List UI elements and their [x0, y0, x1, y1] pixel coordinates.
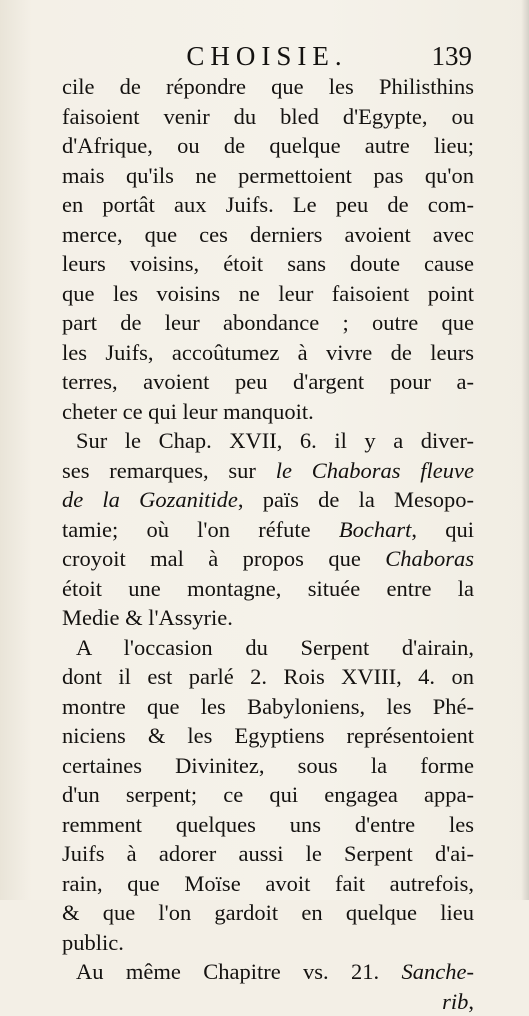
text-line: montre que les Babyloniens, les Phé- [62, 692, 474, 722]
page-number: 139 [432, 40, 473, 72]
text-line: d'un serpent; ce qui engagea appa- [62, 780, 474, 810]
text-line: A l'occasion du Serpent d'airain, [62, 633, 474, 663]
text-line: de la Gozanitide, païs de la Mesopo- [62, 485, 474, 515]
text-line: faisoient venir du bled d'Egypte, ou [62, 102, 474, 132]
text-line: que les voisins ne leur faisoient point [62, 279, 474, 309]
text-line: public. [62, 928, 474, 958]
text-line: & que l'on gardoit en quelque lieu [62, 898, 474, 928]
catchword: rib, [62, 987, 474, 1016]
text-line: Medie & l'Assyrie. [62, 603, 474, 633]
text-line: terres, avoient peu d'argent pour a- [62, 367, 474, 397]
text-line: les Juifs, accoûtumez à vivre de leurs [62, 338, 474, 368]
text-line: leurs voisins, étoit sans doute cause [62, 249, 474, 279]
text-line: Juifs à adorer aussi le Serpent d'ai- [62, 839, 474, 869]
text-line: cheter ce qui leur manquoit. [62, 397, 474, 427]
text-line: remment quelques uns d'entre les [62, 810, 474, 840]
text-line: cile de répondre que les Philisthins [62, 72, 474, 102]
text-line: certaines Divinitez, sous la forme [62, 751, 474, 781]
text-line: merce, que ces derniers avoient avec [62, 220, 474, 250]
text-line: tamie; où l'on réfute Bochart, qui [62, 515, 474, 545]
running-head: CHOISIE. [62, 40, 472, 72]
text-line: mais qu'ils ne permettoient pas qu'on [62, 161, 474, 191]
page-edge-shadow [521, 0, 529, 900]
text-line: d'Afrique, ou de quelque autre lieu; [62, 131, 474, 161]
text-line: en portât aux Juifs. Le peu de com- [62, 190, 474, 220]
text-line: niciens & les Egyptiens représentoient [62, 721, 474, 751]
text-line: Sur le Chap. XVII, 6. il y a diver- [62, 426, 474, 456]
text-line: croyoit mal à propos que Chaboras [62, 544, 474, 574]
text-line: dont il est parlé 2. Rois XVIII, 4. on [62, 662, 474, 692]
page-header [62, 40, 472, 72]
text-line: Au même Chapitre vs. 21. Sanche- [62, 957, 474, 987]
text-line: rain, que Moïse avoit fait autrefois, [62, 869, 474, 899]
text-line: ses remarques, sur le Chaboras fleuve [62, 456, 474, 486]
text-line: part de leur abondance ; outre que [62, 308, 474, 338]
text-line: étoit une montagne, située entre la [62, 574, 474, 604]
body-text [62, 72, 474, 1016]
